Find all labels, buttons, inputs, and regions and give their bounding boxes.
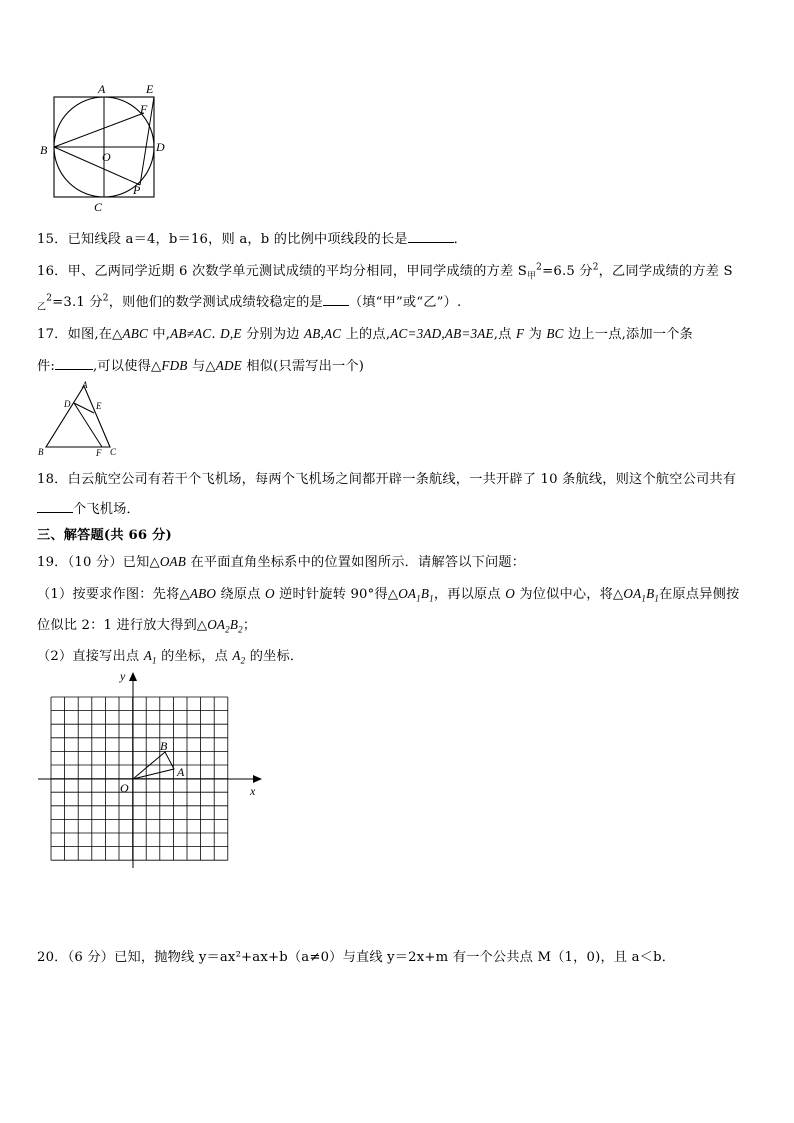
segment-BF [54, 113, 144, 147]
question-18-line1: 18．白云航空公司有若干个飞机场，每两个飞机场之间都开辟一条航线，一共开辟了 10 条航线，则这个航空公司共有 [37, 472, 737, 487]
tri-label-A: A [82, 380, 88, 390]
label-P: P [133, 183, 141, 197]
label-F: F [140, 102, 148, 116]
coordinate-grid-figure [34, 668, 274, 873]
question-19-line2 [37, 583, 739, 604]
q16-text-f: （填“甲”或“乙”）. [348, 295, 462, 310]
q17-text-e: 上的点, [341, 327, 391, 342]
q15-text: 15．已知线段 a＝4，b＝16，则 a，b 的比例中项线段的长是 [37, 232, 408, 247]
q17-BC: BC [546, 326, 564, 341]
grid-label-x: x [250, 784, 256, 798]
label-E: E [146, 82, 154, 96]
q19-text-c: （1）按要求作图：先将△ [37, 587, 190, 602]
q19-text-k: （2）直接写出点 [37, 649, 144, 664]
q19-text-j: ； [242, 618, 257, 633]
tri-label-B: B [38, 447, 44, 457]
question-16-line2: $_乙^2$=3.1 分$^2$，则他们的数学测试成绩较稳定的是 （填“甲”或“乙”）. [37, 293, 462, 313]
q17-text-l: 相似(只需写出一个) [241, 359, 365, 374]
triangle-figure [34, 378, 124, 458]
q17-text-a: 17．如图,在△ [37, 327, 123, 342]
q19-text-i: 位似比 2：1 进行放大得到△ [37, 618, 208, 633]
q16-answer-blank[interactable] [323, 295, 349, 306]
q19-oa-text: OA [398, 586, 417, 601]
q19-O: O [265, 586, 275, 601]
q18-answer-blank[interactable] [37, 502, 73, 513]
q19-text-h: 在原点异侧按 [659, 587, 740, 602]
q16-text-b: =6.5 分 [542, 264, 593, 279]
x-axis-arrow [253, 775, 262, 783]
q17-text-c: . [211, 327, 216, 342]
q17-text-d: 分别为边 [241, 327, 304, 342]
q17-F: F [515, 326, 525, 341]
segment-BP [54, 147, 140, 185]
q17-cond: AB≠AC [170, 326, 212, 341]
grid-label-A: A [177, 765, 185, 779]
triangle-OAB [133, 752, 174, 779]
section-title: 三、解答题(共 66 分) [37, 528, 172, 543]
q17-sides: AB,AC [304, 326, 342, 341]
q17-text-j: ,可以使得△ [93, 359, 162, 374]
q19-text-l: 的坐标，点 [156, 649, 233, 664]
q19-A1: $A_1$ [143, 648, 157, 666]
label-D: D [156, 140, 165, 154]
q18-text-b: 个飞机场． [73, 502, 140, 517]
label-C: C [94, 200, 103, 214]
q19-oa1b1: $OA_1B_1$ [398, 586, 434, 604]
q16-text-d: =3.1 分 [52, 295, 103, 310]
q16-text-e: ，则他们的数学测试成绩较稳定的是 [108, 295, 323, 310]
q17-text-f: ,点 [493, 327, 516, 342]
q16-text-a: 16．甲、乙两同学近期 6 次数学单元测试成绩的平均分相同，甲同学成绩的方差 S [37, 264, 527, 279]
q17-answer-blank[interactable] [55, 359, 93, 370]
q17-text-h: 边上一点,添加一个条 [563, 327, 693, 342]
q19-oab: OAB [159, 554, 187, 569]
q19-text-g: 为位似中心，将△ [514, 587, 624, 602]
label-A: A [98, 82, 106, 96]
q19-oa1b1-2: $OA_1B_1$ [623, 586, 660, 604]
q19-A2: $A_2$ [232, 648, 246, 666]
triangle-ABC [46, 386, 110, 447]
question-19-line4 [37, 645, 303, 666]
q19-oa2b2: $OA_2B_2$ [207, 617, 243, 635]
tri-label-E: E [96, 401, 102, 411]
q19-text-b: 在平面直角坐标系中的位置如图所示．请解答以下问题： [186, 555, 526, 570]
q19-O2: O [505, 586, 515, 601]
circle-square-figure [36, 80, 176, 215]
grid-label-B: B [160, 739, 168, 753]
q17-ade: ADE [215, 358, 242, 373]
q17-text-i: 件: [37, 359, 56, 374]
tri-label-D: D [64, 399, 71, 409]
q17-text-b: 中, [147, 327, 171, 342]
q16-text-c: ，乙同学成绩的方差 S [598, 264, 733, 279]
q15-answer-blank[interactable] [408, 232, 454, 243]
grid-label-y: y [120, 669, 126, 683]
question-19-line3 [37, 614, 256, 635]
question-19-line1 [37, 551, 525, 570]
q17-text-k: 与△ [187, 359, 216, 374]
question-18-line2 [37, 498, 140, 517]
q17-fdb: FDB [161, 358, 188, 373]
label-O: O [102, 150, 111, 164]
q17-text-g: 为 [524, 327, 547, 342]
q19-text-d: 绕原点 [216, 587, 266, 602]
q17-relation: AC=3AD,AB=3AE [390, 326, 494, 341]
label-B: B [40, 143, 48, 157]
q16-sub-yi: 乙 [37, 302, 47, 313]
question-15 [37, 228, 467, 247]
tri-label-F: F [96, 448, 102, 458]
y-axis-arrow [129, 672, 137, 681]
question-17-line1 [37, 323, 693, 342]
q19-abo: ABO [189, 586, 217, 601]
q17-de: D,E [220, 326, 242, 341]
question-20: 20．（6 分）已知，抛物线 y＝ax²+ax+b（a≠0）与直线 y＝2x+m 有一个公共点 M（1，0)，且 a＜b． [37, 950, 676, 965]
q19-text-f: ，再以原点 [433, 587, 506, 602]
q16-sub-jia: 甲 [526, 271, 537, 282]
q17-abc: ABC [122, 326, 148, 341]
q19-text-m: 的坐标． [245, 649, 304, 664]
grid-label-O: O [120, 781, 129, 795]
question-17-line2 [37, 355, 364, 374]
q15-end: ． [453, 232, 468, 247]
q19-text-a: 19．（10 分）已知△ [37, 555, 160, 570]
tri-label-C: C [110, 447, 117, 457]
question-16-line1: 16．甲、乙两同学近期 6 次数学单元测试成绩的平均分相同，甲同学成绩的方差 $S_甲^2=6.5$ 分$^2$，乙同学成绩的方差 S [37, 262, 733, 282]
q19-text-e: 逆时针旋转 90°得△ [274, 587, 399, 602]
